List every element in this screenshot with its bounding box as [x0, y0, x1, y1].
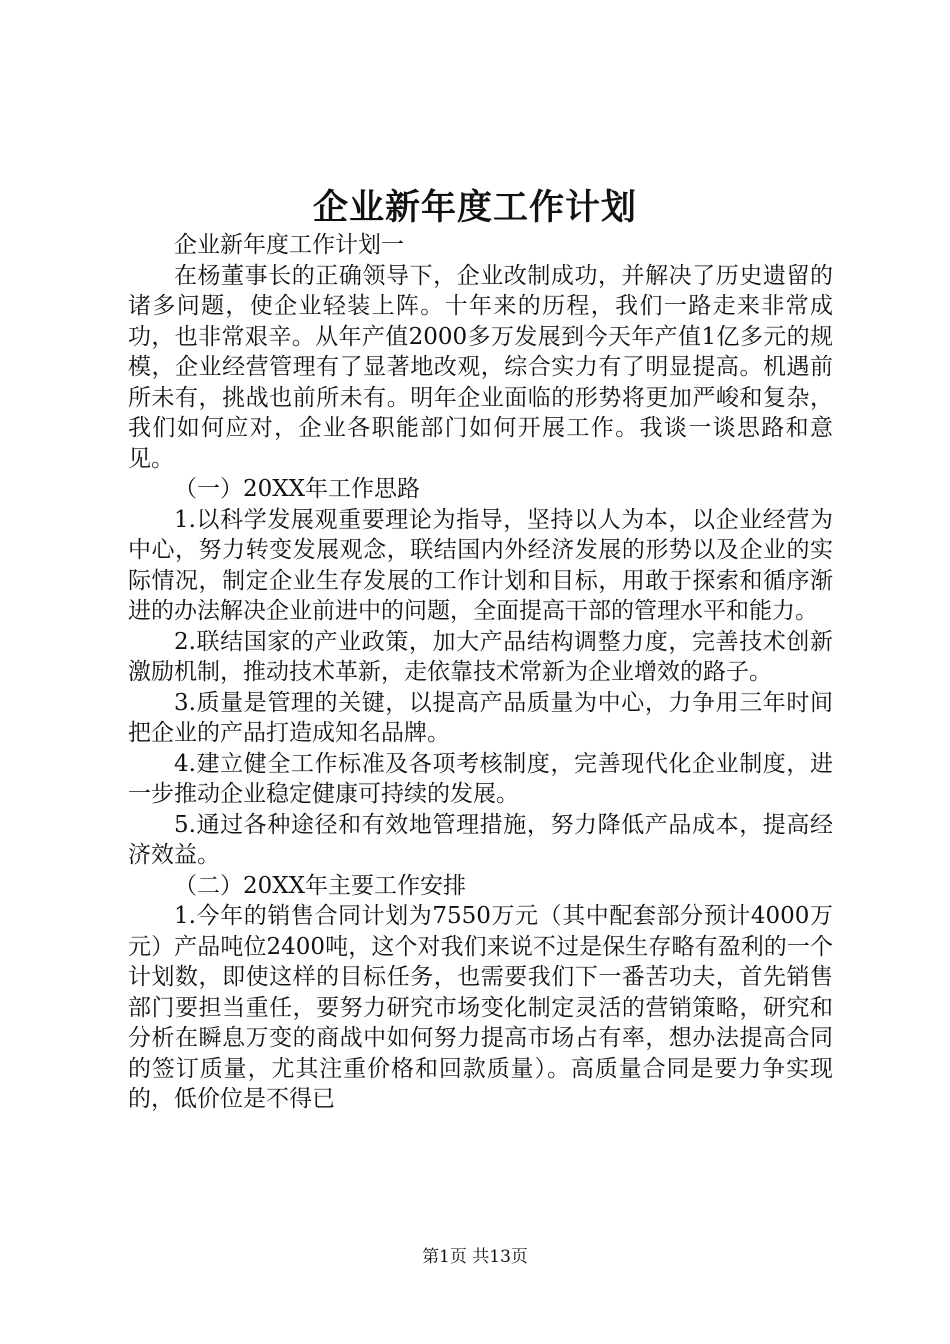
- section-heading-arrangements: （二）20XX年主要工作安排: [174, 872, 467, 899]
- ideas-item-5: 5.通过各种途径和有效地管理措施，努力降低产品成本，提高经济效益。: [128, 811, 833, 868]
- ideas-item-3: 3.质量是管理的关键，以提高产品质量为中心，力争用三年时间把企业的产品打造成知名品牌。: [128, 689, 833, 746]
- page-number-footer: 第1页 共13页: [422, 1247, 528, 1267]
- document-body: [128, 230, 833, 1115]
- plan-subtitle: 企业新年度工作计划一: [174, 232, 404, 258]
- arrangements-item-1: 1.今年的销售合同计划为7550万元（其中配套部分预计4000万元）产品吨位2400吨，这个对我们来说不过是保生存略有盈利的一个计划数，即使这样的目标任务，也需要我们下一番苦功夫，首先销售部门要担当重任，要努力研究市场变化制定灵活的营销策略，研究和分析在瞬息万变的商战中如何努力提高市场占有率，想办法提高合同的签订质量，尤其注重价格和回款质量）。高质量合同是要力争实现的，低价位是不得已: [128, 903, 833, 1112]
- ideas-item-4: 4.建立健全工作标准及各项考核制度，完善现代化企业制度，进一步推动企业稳定健康可持续的发展。: [128, 750, 833, 807]
- intro-paragraph: 在杨董事长的正确领导下，企业改制成功，并解决了历史遗留的诸多问题，使企业轻装上阵。十年来的历程，我们一路走来非常成功，也非常艰辛。从年产值2000多万发展到今天年产值1亿多元的规模，企业经营管理有了显著地改观，综合实力有了明显提高。机遇前所未有，挑战也前所未有。明年企业面临的形势将更加严峻和复杂，我们如何应对，企业各职能部门如何开展工作。我谈一谈思路和意见。: [128, 262, 833, 472]
- section-heading-ideas: （一）20XX年工作思路: [174, 476, 421, 502]
- ideas-item-1: 1.以科学发展观重要理论为指导，坚持以人为本，以企业经营为中心，努力转变发展观念，联结国内外经济发展的形势以及企业的实际情况，制定企业生存发展的工作计划和目标，用敢于探索和循序渐进的办法解决企业前进中的问题，全面提高干部的管理水平和能力。: [128, 506, 833, 624]
- ideas-item-2: 2.联结国家的产业政策，加大产品结构调整力度，完善技术创新激励机制，推动技术革新，走依靠技术常新为企业增效的路子。: [128, 628, 833, 685]
- document-title: 企业新年度工作计划: [312, 187, 637, 228]
